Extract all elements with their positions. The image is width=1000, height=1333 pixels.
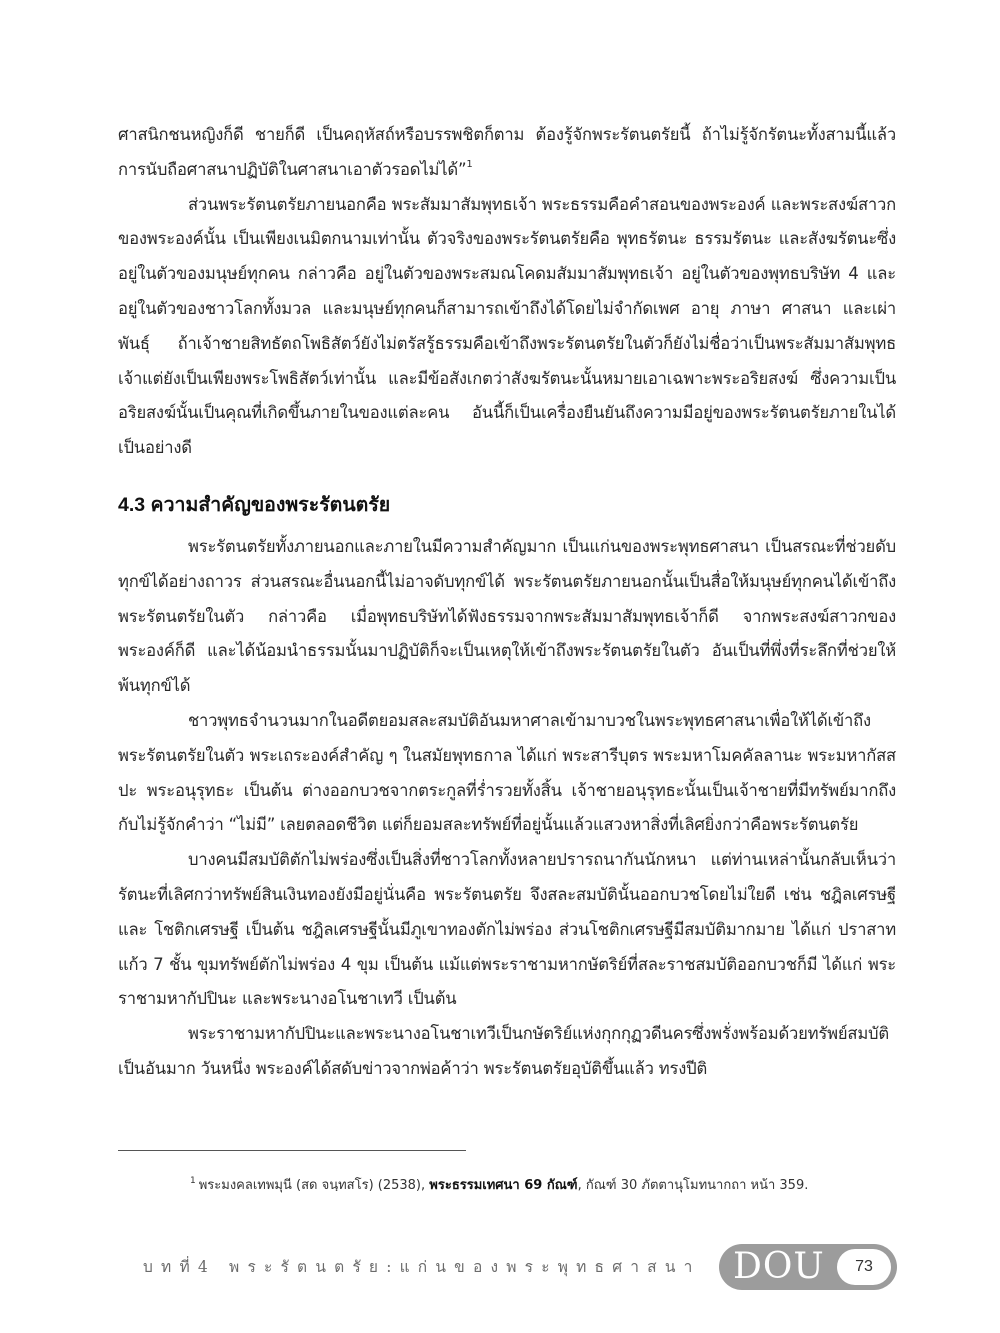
page-body [118, 118, 896, 1087]
intro-text: ศาสนิกชนหญิงก็ดี ชายก็ดี เป็นคฤหัสถ์หรือบรรพชิตก็ตาม ต้องรู้จักพระรัตนตรัยนี้ ถ้าไม่รู้จักรัตนะทั้งสามนี้แล้ว การนับถือศาสนาปฏิบัติในศาสนาเอาตัวรอดไม่ได้” [118, 125, 896, 179]
footnote-reference[interactable]: 1 [466, 158, 473, 170]
footnote-title: พระธรรมเทศนา 69 กัณฑ์ [429, 1178, 578, 1193]
section-paragraph: บางคนมีสมบัติตักไม่พร่องซึ่งเป็นสิ่งที่ชาวโลกทั้งหลายปรารถนากันนักหนา แต่ท่านเหล่านั้นกลับเห็นว่า รัตนะที่เลิศกว่าทรัพย์สินเงินทองยังมีอยู่นั่นคือ พระรัตนตรัย จึงสละสมบัตินั้นออกบวชโดยไม่ใยดี เช่น ชฎิลเศรษฐี และ โชติกเศรษฐี เป็นต้น ชฎิลเศรษฐีนั้นมีภูเขาทองตักไม่พร่อง ส่วนโชติกเศรษฐีมีสมบัติมากมาย ได้แก่ ปราสาทแก้ว 7 ชั้น ขุมทรัพย์ตักไม่พร่อง 4 ขุม เป็นต้น แม้แต่พระราชามหากษัตริย์ที่สละราชสมบัติออกบวชก็มี ได้แก่ พระราชามหากัปปินะ และพระนางอโนชาเทวี เป็นต้น [118, 850, 896, 1009]
paragraph-outer-triple-gem: ส่วนพระรัตนตรัยภายนอกคือ พระสัมมาสัมพุทธเจ้า พระธรรมคือคำสอนของพระองค์ และพระสงฆ์สาวกของพระองค์นั้น เป็นเพียงเนมิตกนามเท่านั้น ตัวจริงของพระรัตนตรัยคือ พุทธรัตนะ ธรรมรัตนะ และสังฆรัตนะซึ่งอยู่ในตัวของมนุษย์ทุกคน กล่าวคือ อยู่ในตัวของพระสมณโคดมสัมมาสัมพุทธเจ้า อยู่ในตัวของพุทธบริษัท 4 และอยู่ในตัวของชาวโลกทั้งมวล และมนุษย์ทุกคนก็สามารถเข้าถึงได้โดยไม่จำกัดเพศ อายุ ภาษา ศาสนา และเผ่าพันธุ์ ถ้าเจ้าชายสิทธัตถโพธิสัตว์ยังไม่ตรัสรู้ธรรมคือเข้าถึงพระรัตนตรัยในตัวก็ยังไม่ชื่อว่าเป็นพระสัมมาสัมพุทธเจ้าแต่ยังเป็นเพียงพระโพธิสัตว์เท่านั้น และมีข้อสังเกตว่าสังฆรัตนะนั้นหมายเอาเฉพาะพระอริยสงฆ์ ซึ่งความเป็นอริยสงฆ์นั้นเป็นคุณที่เกิดขึ้นภายในของแต่ละคน อันนี้ก็เป็นเครื่องยืนยันถึงความมีอยู่ของพระรัตนตรัยภายในได้เป็นอย่างดี [118, 194, 896, 458]
footnote-number: 1 [190, 1176, 196, 1186]
page-number: 73 [837, 1249, 891, 1285]
section-heading: 4.3 ความสำคัญของพระรัตนตรัย [118, 493, 391, 516]
running-footer-chapter-title: บทที่4 พระรัตนตรัย:แก่นของพระพุทธศาสนา [143, 1258, 701, 1276]
section-paragraph: พระรัตนตรัยทั้งภายนอกและภายในมีความสำคัญมาก เป็นแก่นของพระพุทธศาสนา เป็นสรณะที่ช่วยดับทุกข์ได้อย่างถาวร ส่วนสรณะอื่นนอกนี้ไม่อาจดับทุกข์ได้ พระรัตนตรัยภายนอกนั้นเป็นสื่อให้มนุษย์ทุกคนได้เข้าถึงพระรัตนตรัยในตัว กล่าวคือ เมื่อพุทธบริษัทได้ฟังธรรมจากพระสัมมาสัมพุทธเจ้าก็ดี จากพระสงฆ์สาวกของพระองค์ก็ดี และได้น้อมนำธรรมนั้นมาปฏิบัติก็จะเป็นเหตุให้เข้าถึงพระรัตนตรัยในตัว อันเป็นที่พึ่งที่ระลึกที่ช่วยให้พ้นทุกข์ได้ [118, 536, 896, 696]
dou-page-badge [719, 1244, 897, 1290]
section-paragraph: ชาวพุทธจำนวนมากในอดีตยอมสละสมบัติอันมหาศาลเข้ามาบวชในพระพุทธศาสนาเพื่อให้ได้เข้าถึงพระรัตนตรัยในตัว พระเถระองค์สำคัญ ๆ ในสมัยพุทธกาล ได้แก่ พระสารีบุตร พระมหาโมคคัลลานะ พระมหากัสสปะ พระอนุรุทธะ เป็นต้น ต่างออกบวชจากตระกูลที่ร่ำรวยทั้งสิ้น เจ้าชายอนุรุทธะนั้นเป็นเจ้าชายที่มีทรัพย์มากถึงกับไม่รู้จักคำว่า “ไม่มี” เลยตลอดชีวิต แต่ก็ยอมสละทรัพย์ที่อยู่นั้นแล้วแสวงหาสิ่งที่เลิศยิ่งกว่าคือพระรัตนตรัย [118, 710, 896, 835]
footnote-details: , กัณฑ์ 30 ภัตตานุโมทนากถา หน้า 359. [577, 1178, 809, 1193]
footnote [190, 1174, 910, 1195]
intro-paragraph [118, 118, 896, 188]
dou-logo-text: DOU [733, 1246, 825, 1287]
section-paragraph: พระราชามหากัปปินะและพระนางอโนชาเทวีเป็นกษัตริย์แห่งกุกกุฏวดีนครซึ่งพรั่งพร้อมด้วยทรัพย์สมบัติเป็นอันมาก วันหนึ่ง พระองค์ได้สดับข่าวจากพ่อค้าว่า พระรัตนตรัยอุบัติขึ้นแล้ว ทรงปีติ [118, 1024, 889, 1078]
footnote-divider [118, 1150, 466, 1151]
footnote-author: พระมงคลเทพมุนี (สด จนฺทสโร) (2538), [198, 1178, 426, 1193]
